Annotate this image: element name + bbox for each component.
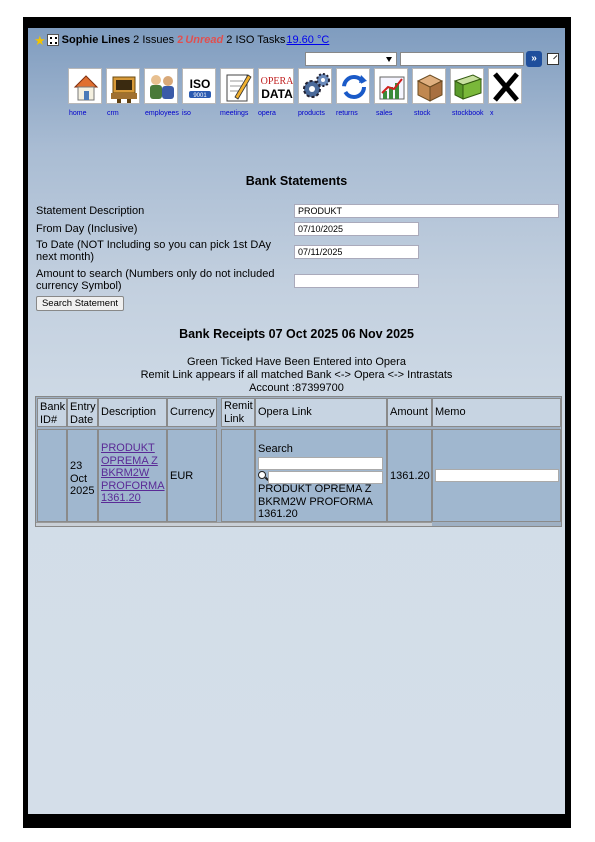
info-remit-link: Remit Link appears if all matched Bank <-> Opera <-> Intrastats: [140, 369, 453, 381]
amount-label-line2: currency Symbol): [36, 280, 122, 292]
nav-label-opera[interactable]: opera: [258, 110, 276, 117]
box-icon[interactable]: [412, 68, 446, 104]
nav-label-products[interactable]: products: [298, 110, 325, 117]
table-scrollbar[interactable]: [36, 522, 432, 526]
memo-input[interactable]: [435, 469, 559, 482]
page-title: Bank Statements: [245, 174, 348, 188]
opera-match-text: [258, 483, 373, 521]
nav-label-crm[interactable]: crm: [107, 110, 119, 117]
to-date-label-line1: To Date (NOT Including so you can pick 1st DAy: [36, 239, 271, 251]
opera-search-input[interactable]: [258, 457, 383, 470]
entry-year: 2025: [70, 485, 95, 497]
book-icon[interactable]: [450, 68, 484, 104]
close-x-icon[interactable]: [488, 68, 522, 104]
receipts-title: Bank Receipts 07 Oct 2025 06 Nov 2025: [179, 327, 414, 341]
header-remit-line1: Remit: [224, 400, 253, 412]
entry-day: 23: [70, 460, 83, 472]
description-line5[interactable]: 1361.20: [101, 492, 141, 504]
row-memo: [432, 429, 561, 522]
header-bank-id-line1: Bank: [40, 401, 66, 413]
header-remit-line2: Link: [224, 412, 245, 425]
opera-data-icon[interactable]: [258, 68, 294, 104]
top-toolbar: [305, 52, 559, 66]
row-currency: EUR: [167, 429, 217, 522]
crm-icon[interactable]: [106, 68, 140, 104]
nav-label-returns[interactable]: returns: [336, 110, 358, 117]
from-day-input[interactable]: 07/10/2025: [294, 222, 419, 236]
nav-label-x[interactable]: x: [490, 110, 494, 117]
description-line3[interactable]: BKRM2W: [101, 467, 150, 479]
description-input[interactable]: PRODUKT: [294, 204, 559, 218]
to-date-label-line2: next month): [36, 251, 95, 263]
iso-tasks-label[interactable]: ISO Tasks: [235, 34, 286, 46]
header-bank-id: [37, 398, 67, 427]
nav-label-stockbook[interactable]: stockbook: [452, 110, 484, 117]
issues-label[interactable]: Issues: [142, 34, 175, 46]
opera-match-line2: BKRM2W PROFORMA: [258, 495, 373, 508]
description-line4[interactable]: PROFORMA: [101, 479, 165, 492]
header-entry-date: [67, 398, 98, 427]
info-green-ticked: Green Ticked Have Been Entered into Opera: [187, 356, 406, 368]
iso-icon[interactable]: [182, 68, 216, 104]
header-entry-line2: Date: [70, 413, 94, 426]
refresh-arrows-icon[interactable]: [336, 68, 370, 104]
to-date-label: [36, 239, 271, 263]
people-icon[interactable]: [144, 68, 178, 104]
data-logo-text: DATA: [261, 87, 293, 101]
gears-icon[interactable]: [298, 68, 332, 104]
header-bank-id-line2: ID#: [40, 413, 58, 426]
opera-search-label: Search: [258, 443, 293, 455]
temperature-link[interactable]: 19.60 °C: [286, 34, 330, 46]
nav-label-stock[interactable]: stock: [414, 110, 431, 117]
nav-label-meetings[interactable]: meetings: [220, 110, 249, 117]
to-date-input[interactable]: 07/11/2025: [294, 245, 419, 259]
header-memo: Memo: [432, 398, 561, 427]
nav-label-sales[interactable]: sales: [376, 110, 393, 117]
nav-label-employees[interactable]: employees: [145, 110, 179, 117]
nav-label-iso[interactable]: iso: [182, 110, 191, 117]
search-statement-button[interactable]: Search Statement: [36, 296, 124, 311]
description-line2[interactable]: OPREMA Z: [101, 454, 158, 467]
unread-label[interactable]: Unread: [185, 34, 224, 46]
account-number: Account :87399700: [249, 382, 344, 394]
iso-count: 2: [226, 34, 233, 46]
header-currency: Currency: [167, 398, 217, 427]
row-description-link[interactable]: [98, 429, 167, 522]
header-remit-link: [221, 398, 255, 427]
header-opera-link: Opera Link: [255, 398, 387, 427]
magnifier-icon[interactable]: [258, 471, 266, 479]
iso-logo-text: ISO: [189, 77, 211, 91]
amount-input[interactable]: [294, 274, 419, 288]
entry-month: Oct: [70, 472, 88, 485]
unread-count: 2: [177, 34, 184, 46]
amount-label-line1: Amount to search (Numbers only do not included: [36, 268, 275, 280]
row-entry-date: [67, 429, 98, 522]
main-nav: [68, 68, 528, 117]
amount-label: [36, 268, 274, 292]
quick-select[interactable]: [305, 52, 397, 66]
issues-count: 2: [133, 34, 140, 46]
dice-icon[interactable]: [47, 34, 59, 46]
opera-logo-text: OPERA: [260, 76, 294, 87]
house-icon[interactable]: [68, 68, 102, 104]
go-button[interactable]: »: [526, 51, 542, 67]
header-entry-line1: Entry: [70, 401, 96, 413]
from-day-label: From Day (Inclusive): [36, 223, 138, 235]
page-content: [28, 28, 565, 814]
receipts-table: [35, 396, 562, 527]
sales-chart-icon[interactable]: [374, 68, 408, 104]
opera-match-line3: 1361.20: [258, 508, 298, 520]
star-icon[interactable]: ★: [34, 32, 46, 48]
status-bar: [34, 32, 329, 48]
description-label: Statement Description: [36, 205, 145, 217]
pencil-notepad-icon[interactable]: [220, 68, 254, 104]
row-opera-link: [255, 429, 387, 522]
row-remit-link: [221, 429, 255, 522]
window-frame: [23, 17, 571, 828]
user-name: Sophie Lines: [61, 34, 131, 46]
nav-label-home[interactable]: home: [69, 110, 87, 117]
quick-search-input[interactable]: [400, 52, 524, 66]
description-line1[interactable]: PRODUKT: [101, 442, 155, 454]
iso-logo-sub: 9001: [193, 93, 207, 99]
external-link-icon[interactable]: [547, 53, 559, 65]
header-description: Description: [98, 398, 167, 427]
opera-match-line1: PRODUKT OPREMA Z: [258, 483, 372, 495]
header-amount: Amount: [387, 398, 432, 427]
row-bank-id: [37, 429, 67, 522]
row-amount: 1361.20: [387, 429, 432, 522]
